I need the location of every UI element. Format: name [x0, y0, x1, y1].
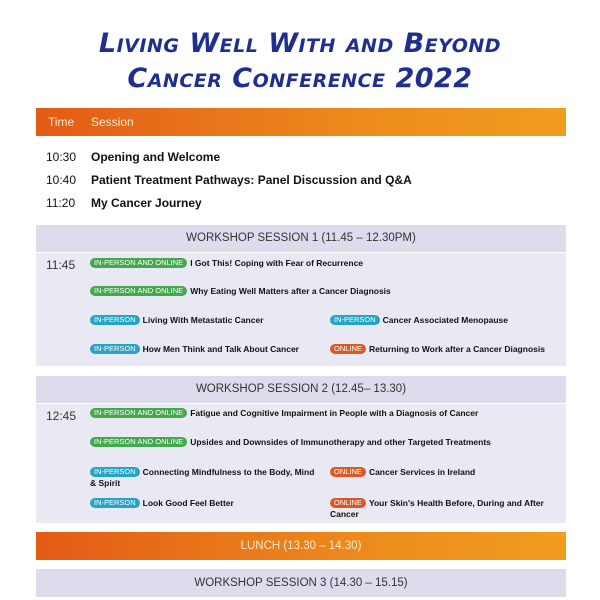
in-person-online-badge: IN-PERSON AND ONLINE	[90, 408, 187, 418]
agenda-session: Opening and Welcome	[91, 150, 221, 164]
workshop-item	[90, 258, 560, 269]
conference-title-line1: Living Well With and Beyond	[98, 28, 502, 59]
workshop-item	[90, 498, 325, 509]
workshop-item	[330, 498, 565, 520]
workshop1-title: WORKSHOP SESSION 1 (11.45 – 12.30PM)	[36, 225, 566, 252]
workshop-item-title: Cancer Associated Menopause	[382, 315, 509, 325]
workshop-item	[90, 315, 325, 326]
workshop-item-title: How Men Think and Talk About Cancer	[142, 344, 299, 354]
workshop-item-title: Why Eating Well Matters after a Cancer Diagnosis	[190, 286, 391, 296]
workshop-item-title: Fatigue and Cognitive Impairment in People with a Diagnosis of Cancer	[190, 408, 479, 418]
online-badge: ONLINE	[330, 344, 366, 354]
workshop1-time: 11:45	[46, 258, 76, 272]
agenda-row	[0, 173, 600, 189]
in-person-online-badge: IN-PERSON AND ONLINE	[90, 437, 187, 447]
agenda-session: Patient Treatment Pathways: Panel Discussion and Q&A	[91, 173, 412, 187]
workshop-item	[330, 467, 562, 478]
in-person-badge: IN-PERSON	[90, 467, 140, 477]
time-column-header: Time	[48, 115, 75, 129]
workshop-item-title: Upsides and Downsides of Immunotherapy and other Targeted Treatments	[190, 437, 491, 447]
workshop-item	[90, 286, 560, 297]
online-badge: ONLINE	[330, 498, 366, 508]
in-person-badge: IN-PERSON	[90, 344, 140, 354]
workshop2-time: 12:45	[46, 409, 77, 423]
agenda-row	[0, 196, 600, 212]
workshop-item	[90, 437, 560, 448]
in-person-online-badge: IN-PERSON AND ONLINE	[90, 258, 187, 268]
workshop-item-title: Returning to Work after a Cancer Diagnosis	[368, 344, 545, 354]
workshop-item-title: Look Good Feel Better	[142, 498, 234, 508]
workshop-item	[90, 344, 325, 355]
lunch-banner: LUNCH (13.30 – 14.30)	[36, 532, 566, 560]
table-header	[36, 108, 566, 136]
in-person-badge: IN-PERSON	[90, 315, 140, 325]
online-badge: ONLINE	[330, 467, 366, 477]
agenda-time: 10:40	[46, 173, 77, 187]
workshop2-title: WORKSHOP SESSION 2 (12.45– 13.30)	[36, 376, 566, 403]
workshop-item-title: Your Skin's Health Before, During and After Cancer	[330, 498, 544, 519]
workshop-item	[330, 315, 562, 326]
session-column-header: Session	[91, 115, 134, 129]
in-person-badge: IN-PERSON	[330, 315, 380, 325]
workshop3-title: WORKSHOP SESSION 3 (14.30 – 15.15)	[36, 569, 566, 597]
workshop-item	[90, 408, 560, 419]
workshop-item-title: Cancer Services in Ireland	[368, 467, 476, 477]
workshop-item	[90, 467, 318, 489]
agenda-row	[0, 150, 600, 166]
agenda-session: My Cancer Journey	[91, 196, 202, 210]
workshop-item-title: Living With Metastatic Cancer	[142, 315, 264, 325]
in-person-badge: IN-PERSON	[90, 498, 140, 508]
agenda-time: 10:30	[46, 150, 77, 164]
in-person-online-badge: IN-PERSON AND ONLINE	[90, 286, 187, 296]
workshop-item-title: I Got This! Coping with Fear of Recurrence	[190, 258, 364, 268]
conference-title-line2: Cancer Conference 2022	[127, 63, 473, 94]
workshop-item	[330, 344, 565, 355]
workshop-item-title: Connecting Mindfulness to the Body, Mind & Spirit	[90, 467, 315, 488]
agenda-time: 11:20	[46, 196, 76, 210]
